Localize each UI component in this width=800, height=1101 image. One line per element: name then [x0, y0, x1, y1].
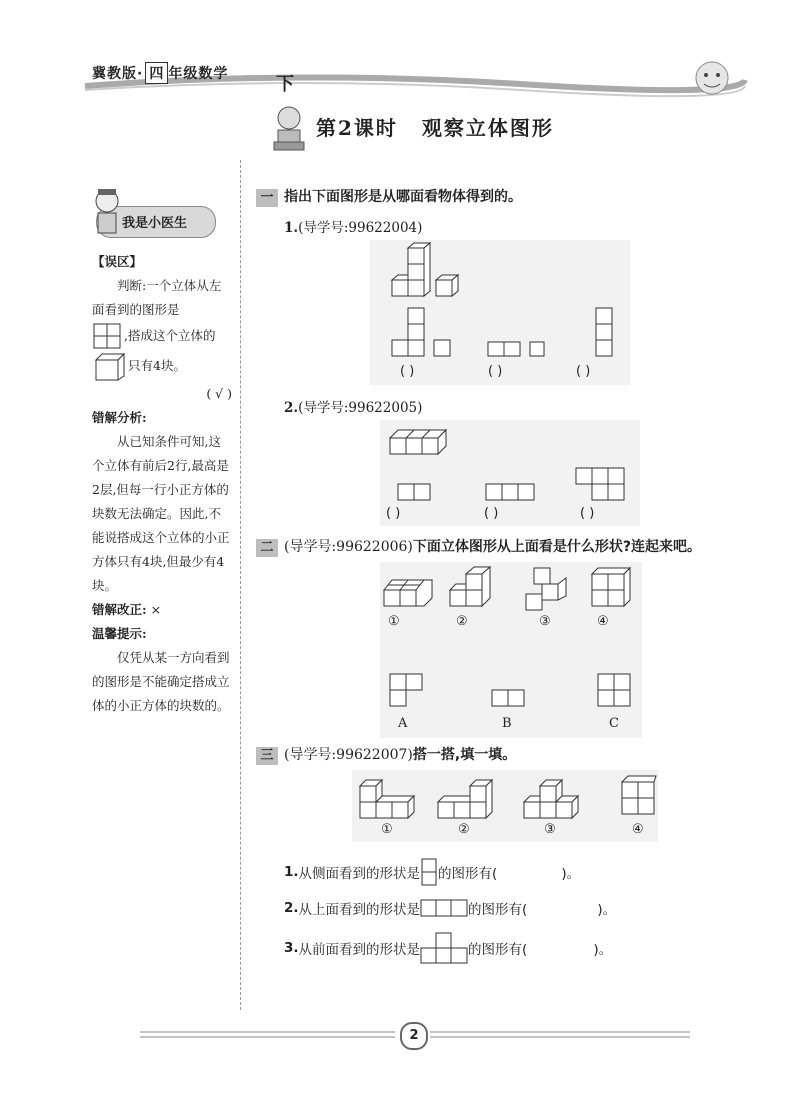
doctor-mascot-icon	[90, 186, 124, 238]
section3-tag: 三	[256, 747, 278, 765]
q2-answer-blank-1[interactable]: ( )	[386, 506, 401, 521]
lesson-title	[316, 112, 554, 141]
section2-heading	[256, 536, 701, 557]
mistake-text-3: 只有4块。	[128, 358, 186, 373]
lesson-mascot-icon	[272, 104, 306, 152]
q2-answer-blank-2[interactable]: ( )	[484, 506, 499, 521]
section2-code: (导学号:99622006)	[284, 539, 413, 555]
section2-instruction: 下面立体图形从上面看是什么形状?连起来吧。	[412, 539, 702, 555]
header-mascot-icon	[696, 62, 728, 94]
tip-heading: 温馨提示:	[92, 626, 147, 641]
cube-icon	[92, 350, 126, 382]
section2-figures	[380, 562, 642, 738]
section1-heading	[256, 186, 522, 207]
correction-heading: 错解改正:	[92, 602, 147, 617]
analysis-text: 从已知条件可知,这个立体有前后2行,最高是2层,但每一行小正方体的块数无法确定。因此,不能说搭成这个立体的小正方体只有4块,但最少有4块。	[92, 434, 230, 593]
s2-label-3: ③	[539, 614, 551, 629]
s2-solid-1	[384, 580, 432, 606]
mistake-text-1: 判断:一个立体从左面看到的图形是	[92, 278, 222, 317]
q1-answer-blank-1[interactable]: ( )	[400, 364, 415, 379]
lesson-number: 第2课时	[316, 116, 398, 140]
header-series: 冀教版· 四 年级数学	[92, 62, 228, 84]
header-volume: 下	[276, 74, 294, 95]
s2-label-B[interactable]: B	[502, 716, 512, 731]
q1-view-c	[596, 308, 612, 356]
section3-q2: 2. 从上面看到的形状是 的图形有( )。	[284, 900, 617, 918]
mistake-mark: ( √ )	[206, 386, 232, 401]
t-shape-four-square-icon	[420, 932, 468, 964]
section3-figures	[352, 770, 658, 842]
s2-view-B	[492, 690, 524, 706]
section1-q2-code: (导学号:99622005)	[298, 400, 423, 416]
s2-label-4: ④	[597, 614, 609, 629]
q2-solid-figure	[390, 430, 446, 454]
two-square-view-icon	[92, 322, 122, 350]
s3-label-3: ③	[544, 822, 556, 837]
section1-instruction: 指出下面图形是从哪面看物体得到的。	[284, 189, 522, 205]
lesson-topic: 观察立体图形	[421, 116, 554, 140]
q1-view-b	[488, 342, 544, 356]
q2-answer-blank-3[interactable]: ( )	[580, 506, 595, 521]
section2-tag: 二	[256, 539, 278, 557]
section3-code: (导学号:99622007)	[284, 747, 413, 763]
q1-answer-blank-3[interactable]: ( )	[576, 364, 591, 379]
s2-label-2: ②	[456, 614, 468, 629]
page-number: 2	[400, 1022, 428, 1050]
section3-q1: 1. 从侧面看到的形状是 的图形有( )。	[284, 858, 580, 886]
s3-label-1: ①	[381, 822, 393, 837]
s2-label-1: ①	[388, 614, 400, 629]
section1-q1-code: (导学号:99622004)	[298, 220, 423, 236]
vertical-two-square-icon	[420, 858, 438, 886]
s2-solid-4	[592, 568, 630, 606]
section3-instruction: 搭一搭,填一填。	[412, 747, 517, 763]
header-decoration	[0, 0, 800, 100]
doctor-badge-label: 我是小医生	[122, 216, 188, 231]
section1-tag: 一	[256, 189, 278, 207]
s3-solid-4	[622, 776, 656, 814]
mistake-text-2: ,搭成这个立体的	[124, 328, 216, 343]
section3-q3: 3. 从前面看到的形状是 的图形有( )。	[284, 932, 612, 964]
sidebar	[92, 250, 232, 718]
s2-label-A[interactable]: A	[398, 716, 408, 731]
s2-label-C[interactable]: C	[609, 716, 619, 731]
grade-box: 四	[145, 62, 168, 84]
section1-q2: 2.(导学号:99622005)	[284, 400, 423, 416]
correction-mark: ×	[150, 602, 162, 617]
column-divider	[240, 160, 241, 1010]
section3-heading	[256, 744, 516, 765]
tip-text: 仅凭从某一方向看到的图形是不能确定搭成立体的小正方体的块数的。	[92, 650, 230, 713]
analysis-heading: 错解分析:	[92, 410, 147, 425]
s2-view-C	[598, 674, 630, 706]
mistake-heading: 【误区】	[92, 254, 143, 269]
q2-view-a	[398, 484, 430, 500]
q1-answer-blank-2[interactable]: ( )	[488, 364, 503, 379]
section1-q2-figures	[380, 420, 640, 526]
q2-view-b	[486, 484, 534, 500]
s3-label-4: ④	[632, 822, 644, 837]
section1-q1: 1.(导学号:99622004)	[284, 220, 423, 236]
horizontal-three-square-icon	[420, 899, 468, 917]
s3-label-2: ②	[458, 822, 470, 837]
